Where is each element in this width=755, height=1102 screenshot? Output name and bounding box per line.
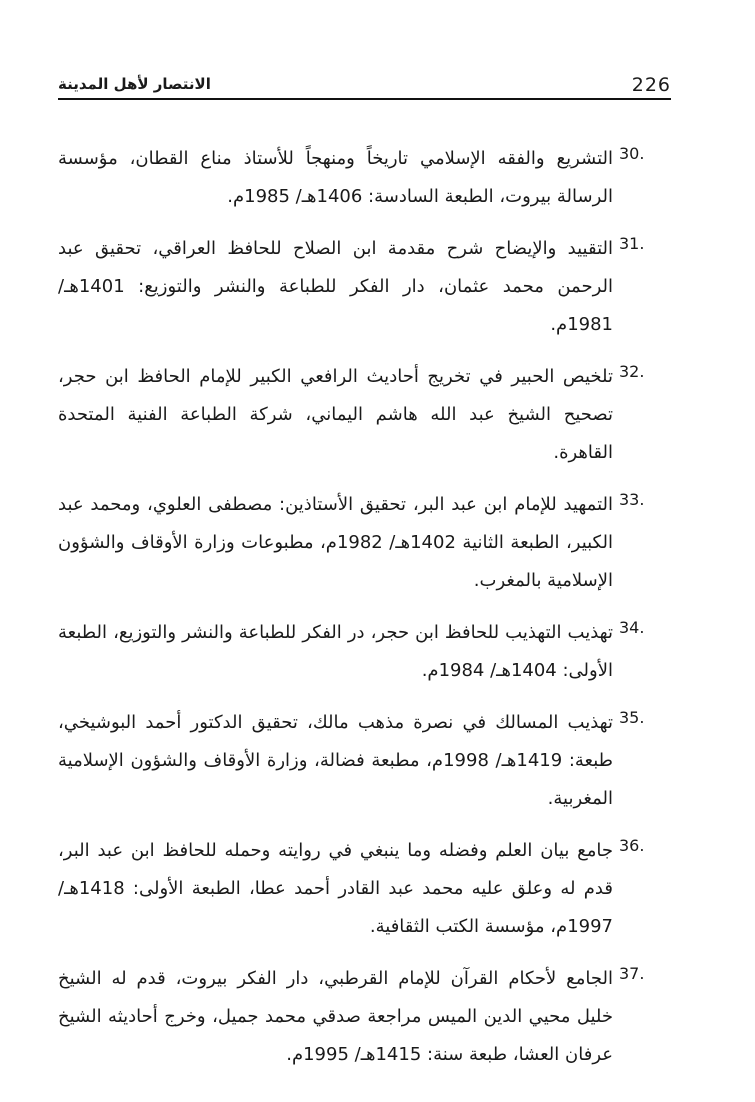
running-title: الانتصار لأهل المدينة: [58, 75, 211, 93]
reference-item: [58, 140, 671, 216]
reference-text: الجامع لأحكام القرآن للإمام القرطبي، دار الفكر بيروت، قدم له الشيخ خليل محيي الدين الميس مراجعة صدقي محمد جميل، وخرج أحاديثه الشيخ عرفان العشا، طبعة سنة: 1415هـ/ 1995م.: [58, 968, 613, 1065]
reference-number: 34.: [619, 618, 645, 637]
reference-text: التمهيد للإمام ابن عبد البر، تحقيق الأستاذين: مصطفى العلوي، ومحمد عبد الكبير، الطبعة الثانية 1402هـ/ 1982م، مطبوعات وزارة الأوقاف والشؤون الإسلامية بالمغرب.: [58, 494, 613, 591]
reference-list: [58, 140, 671, 1088]
reference-number: 33.: [619, 490, 645, 509]
reference-item: [58, 230, 671, 344]
reference-text: تهذيب التهذيب للحافظ ابن حجر، در الفكر للطباعة والنشر والتوزيع، الطبعة الأولى: 1404هـ/ 1984م.: [58, 622, 613, 681]
reference-item: [58, 704, 671, 818]
reference-number: 35.: [619, 708, 645, 727]
reference-item: [58, 486, 671, 600]
reference-text: تهذيب المسالك في نصرة مذهب مالك، تحقيق الدكتور أحمد البوشيخي، طبعة: 1419هـ/ 1998م، مطبعة فضالة، وزارة الأوقاف والشؤون الإسلامية المغربية.: [58, 712, 613, 809]
reference-text: تلخيص الحبير في تخريج أحاديث الرافعي الكبير للإمام الحافظ ابن حجر، تصحيح الشيخ عبد الله هاشم اليماني، شركة الطباعة الفنية المتحدة القاهرة.: [58, 366, 613, 463]
page-number: 226: [631, 74, 671, 96]
reference-item: [58, 614, 671, 690]
reference-text: جامع بيان العلم وفضله وما ينبغي في روايته وحمله للحافظ ابن عبد البر، قدم له وعلق عليه محمد عبد القادر أحمد عطا، الطبعة الأولى: 1418هـ/ 1997م، مؤسسة الكتب الثقافية.: [58, 840, 613, 937]
reference-item: [58, 358, 671, 472]
page-header: [58, 70, 671, 100]
reference-number: 32.: [619, 362, 645, 381]
reference-number: 36.: [619, 836, 645, 855]
reference-number: 30.: [619, 144, 645, 163]
reference-text: التقييد والإيضاح شرح مقدمة ابن الصلاح للحافظ العراقي، تحقيق عبد الرحمن محمد عثمان، دار الفكر للطباعة والنشر والتوزيع: 1401هـ/ 1981م.: [58, 238, 613, 335]
reference-item: [58, 960, 671, 1074]
reference-number: 37.: [619, 964, 645, 983]
reference-item: [58, 832, 671, 946]
reference-text: التشريع والفقه الإسلامي تاريخاً ومنهجاً للأستاذ مناع القطان، مؤسسة الرسالة بيروت، الطبعة السادسة: 1406هـ/ 1985م.: [58, 148, 613, 207]
reference-number: 31.: [619, 234, 645, 253]
